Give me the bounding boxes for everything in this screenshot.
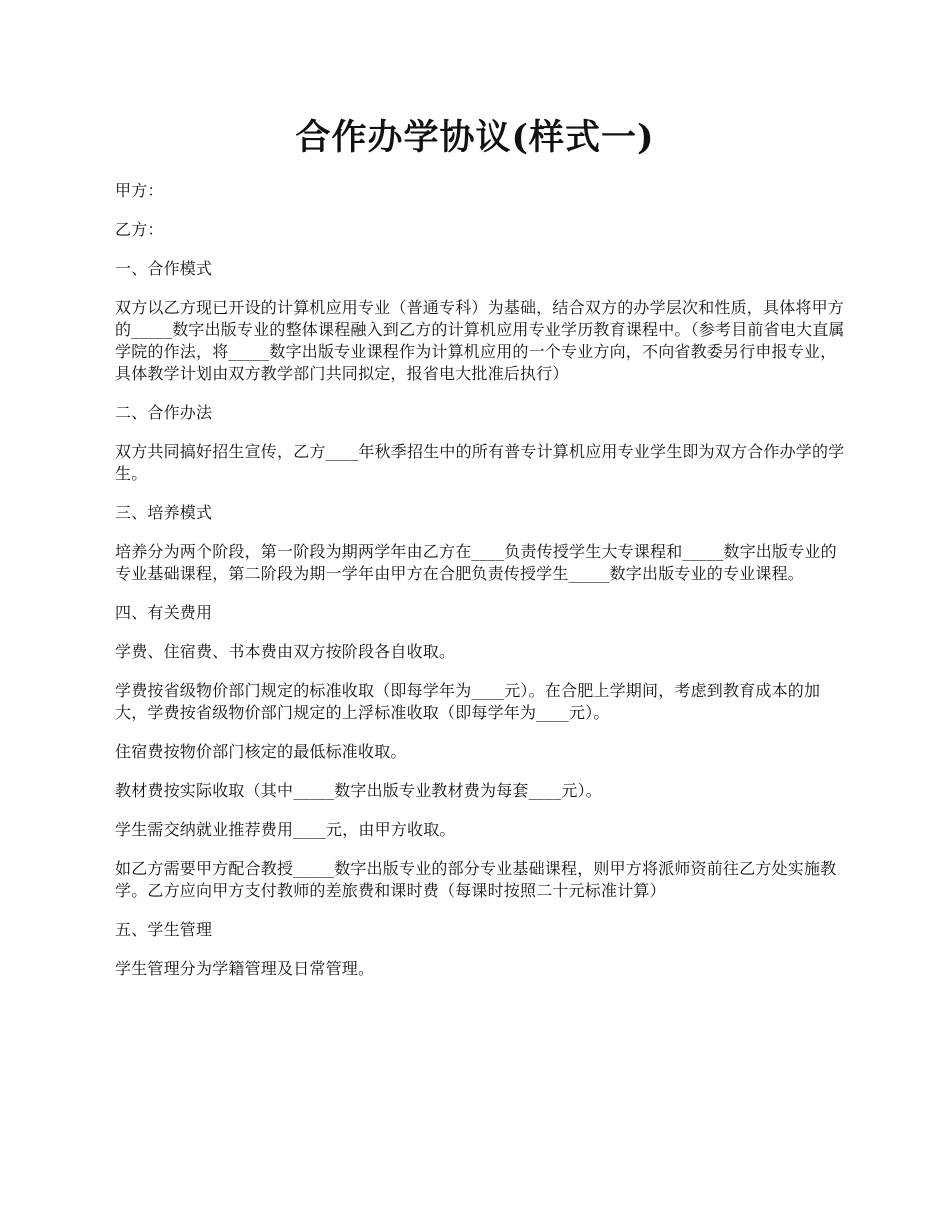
paragraph-cooperation-mode: 双方以乙方现已开设的计算机应用专业（普通专科）为基础，结合双方的办学层次和性质，具体将甲方的_____数字出版专业的整体课程融入到乙方的计算机应用专业学历教育课程中。（参考目前省电大直属学院的作法，将_____数字出版专业课程作为计算机应用的一个专业方向，不向省教委另行申报专业，具体教学计划由双方教学部门共同拟定，报省电大批准后执行） — [115, 298, 845, 383]
paragraph-cooperation-method: 双方共同搞好招生宣传，乙方____年秋季招生中的所有普专计算机应用专业学生即为双方合作办学的学生。 — [115, 442, 845, 483]
paragraph-textbook-fees: 教材费按实际收取（其中_____数字出版专业教材费为每套____元）。 — [115, 781, 603, 800]
paragraph-fees-overview: 学费、住宿费、书本费由双方按阶段各自收取。 — [115, 642, 456, 661]
paragraph-teaching-support: 如乙方需要甲方配合教授_____数字出版专业的部分专业基础课程，则甲方将派师资前往乙方处实施教学。乙方应向甲方支付教师的差旅费和课时费（每课时按照二十元标准计算） — [115, 859, 837, 900]
paragraph-student-management: 学生管理分为学籍管理及日常管理。 — [115, 959, 375, 978]
section-heading-cooperation-mode: 一、合作模式 — [115, 259, 213, 278]
document-title: 合作办学协议(样式一) — [295, 117, 655, 158]
paragraph-employment-fee: 学生需交纳就业推荐费用____元，由甲方收取。 — [115, 820, 456, 839]
section-heading-student-management: 五、学生管理 — [115, 920, 213, 939]
party-a-line: 甲方： — [115, 181, 164, 200]
paragraph-tuition: 学费按省级物价部门规定的标准收取（即每学年为____元）。在合肥上学期间，考虑到教育成本的加大，学费按省级物价部门规定的上浮标准收取（即每学年为____元）。 — [115, 681, 821, 722]
section-heading-cooperation-method: 二、合作办法 — [115, 403, 213, 422]
paragraph-accommodation: 住宿费按物价部门核定的最低标准收取。 — [115, 742, 407, 761]
section-heading-fees: 四、有关费用 — [115, 603, 213, 622]
section-heading-training-mode: 三、培养模式 — [115, 503, 213, 522]
paragraph-training-mode: 培养分为两个阶段，第一阶段为期两学年由乙方在____负责传授学生大专课程和_____数字出版专业的专业基础课程，第二阶段为期一学年由甲方在合肥负责传授学生_____数字出版专业的专业课程。 — [115, 542, 837, 583]
document-body — [115, 180, 845, 997]
party-b-line: 乙方： — [115, 220, 164, 239]
